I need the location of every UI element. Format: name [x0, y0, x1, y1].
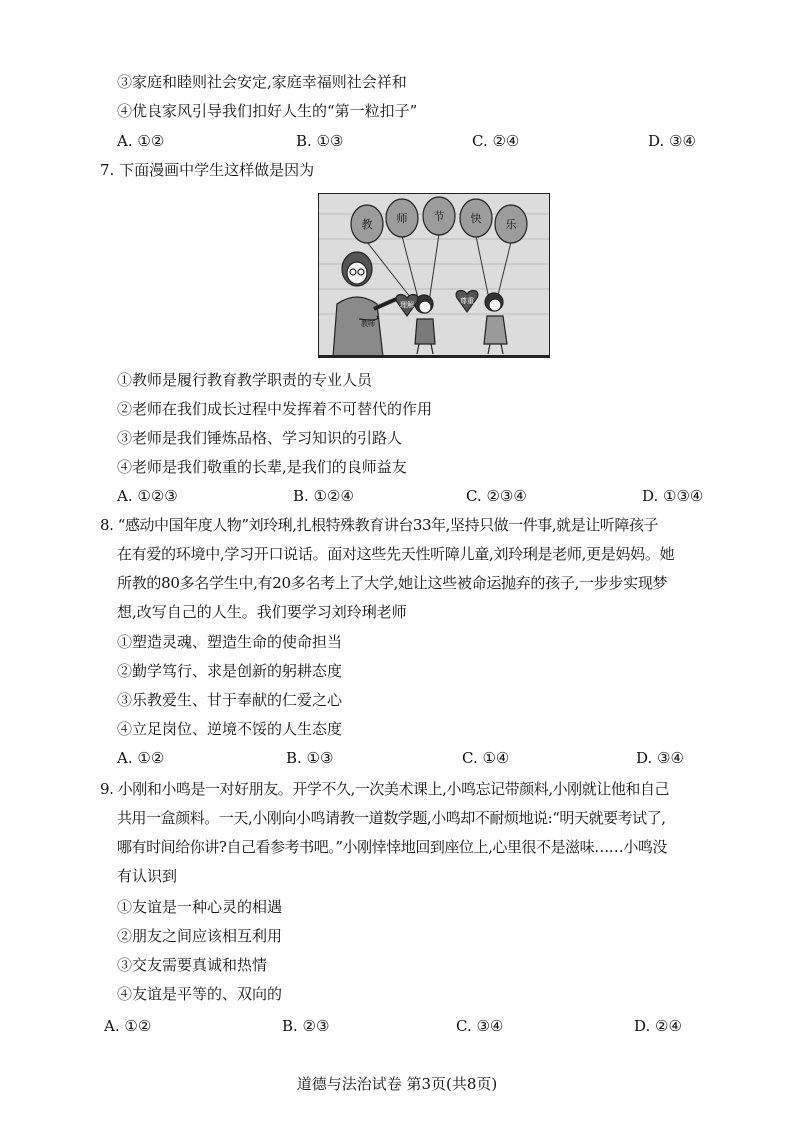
q7-option-b[interactable]: B. ①②④: [293, 487, 354, 505]
q7-option-c[interactable]: C. ②③④: [466, 487, 527, 505]
q9-item-1: ①友谊是一种心灵的相遇: [117, 898, 283, 916]
q9-stem-line-4: 有认识到: [117, 867, 178, 885]
balloon-4-label: 快: [470, 212, 482, 225]
q9-item-4: ④友谊是平等的、双向的: [117, 985, 283, 1003]
q8-item-2: ②勤学笃行、求是创新的躬耕态度: [117, 662, 343, 680]
q9-option-a[interactable]: A. ①②: [104, 1017, 152, 1035]
balloon-2-label: 师: [396, 212, 408, 225]
teacher-badge-label: 教师: [361, 320, 375, 328]
q6-item-4: ④优良家风引导我们扣好人生的“第一粒扣子”: [117, 102, 418, 120]
q7-item-4: ④老师是我们敬重的长辈,是我们的良师益友: [117, 458, 407, 476]
q9-item-3: ③交友需要真诚和热情: [117, 956, 268, 974]
q8-option-a[interactable]: A. ①②: [117, 749, 165, 767]
q8-item-4: ④立足岗位、逆境不馁的人生态度: [117, 720, 343, 738]
q9-stem-line-2: 共用一盒颜料。一天,小刚向小鸣请教一道数学题,小鸣却不耐烦地说:“明天就要考试了,: [117, 809, 666, 827]
q6-option-a[interactable]: A. ①②: [117, 132, 165, 150]
q6-option-d[interactable]: D. ③④: [648, 132, 696, 150]
heart-label-left: 理解: [400, 301, 414, 309]
q8-item-1: ①塑造灵魂、塑造生命的使命担当: [117, 633, 343, 651]
q7-item-3: ③老师是我们锤炼品格、学习知识的引路人: [117, 429, 403, 447]
q8-stem-line-3: 所教的80多名学生中,有20多名考上了大学,她让这些被命运抛弃的孩子,一步步实现梦: [117, 574, 668, 592]
page-footer: 道德与法治试卷 第3页(共8页): [296, 1075, 498, 1093]
q8-option-b[interactable]: B. ①③: [286, 749, 334, 767]
q7-item-2: ②老师在我们成长过程中发挥着不可替代的作用: [117, 400, 433, 418]
q9-stem-line-1: 9. 小刚和小鸣是一对好朋友。开学不久,一次美术课上,小鸣忘记带颜料,小刚就让他和自己: [100, 780, 670, 798]
q8-option-c[interactable]: C. ①④: [462, 749, 510, 767]
q8-stem-line-4: 想,改写自己的人生。我们要学习刘玲琍老师: [117, 603, 407, 621]
q7-item-1: ①教师是履行教育教学职责的专业人员: [117, 371, 373, 389]
q6-option-b[interactable]: B. ①③: [296, 132, 344, 150]
q9-option-c[interactable]: C. ③④: [456, 1017, 504, 1035]
q6-item-3: ③家庭和睦则社会安定,家庭幸福则社会祥和: [117, 73, 407, 91]
q8-stem-line-2: 在有爱的环境中,学习开口说话。面对这些先天性听障儿童,刘玲琍是老师,更是妈妈。她: [117, 545, 675, 563]
q9-item-2: ②朋友之间应该相互利用: [117, 927, 283, 945]
q8-option-d[interactable]: D. ③④: [636, 749, 684, 767]
cartoon-illustration: [319, 194, 549, 357]
q8-stem-line-1: 8. “感动中国年度人物”刘玲琍,扎根特殊教育讲台33年,坚持只做一件事,就是让听障孩子: [100, 516, 659, 534]
q9-option-d[interactable]: D. ②④: [634, 1017, 682, 1035]
balloon-3-label: 节: [433, 210, 445, 223]
q8-item-3: ③乐教爱生、甘于奉献的仁爱之心: [117, 691, 343, 709]
q9-stem-line-3: 哪有时间给你讲?自己看参考书吧。”小刚悻悻地回到座位上,心里很不是滋味……小鸣没: [117, 838, 667, 856]
balloon-5-label: 乐: [505, 218, 517, 231]
q7-option-d[interactable]: D. ①③④: [642, 487, 704, 505]
q9-option-b[interactable]: B. ②③: [282, 1017, 330, 1035]
q6-option-c[interactable]: C. ②④: [472, 132, 520, 150]
q7-option-a[interactable]: A. ①②③: [117, 487, 178, 505]
q7-stem: 7. 下面漫画中学生这样做是因为: [100, 161, 315, 179]
teachers-day-cartoon: [318, 193, 550, 358]
balloon-1-label: 教: [361, 218, 373, 231]
heart-label-right: 尊重: [460, 297, 474, 305]
